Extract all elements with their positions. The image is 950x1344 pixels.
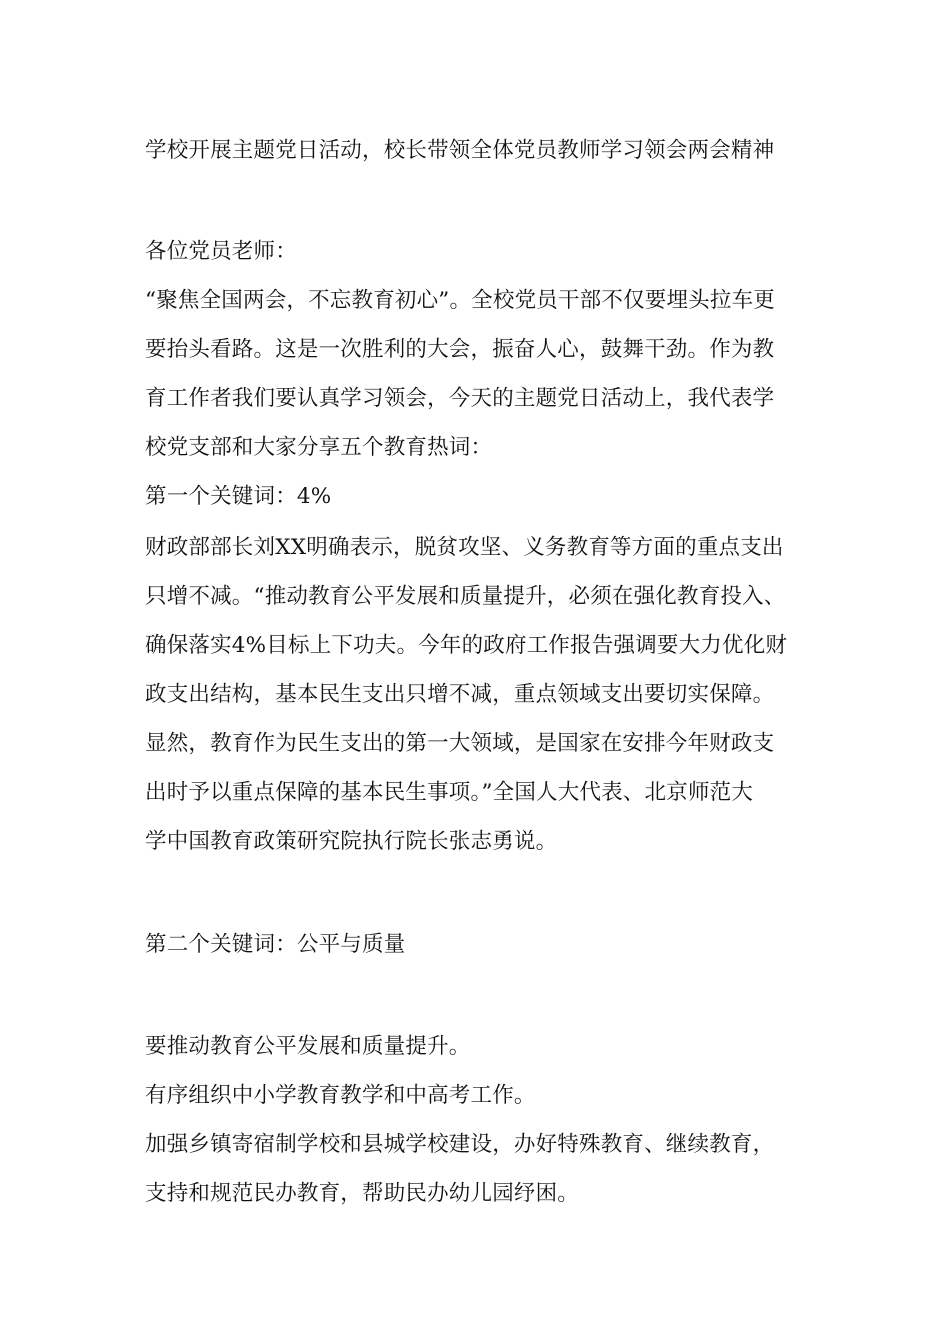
keyword1-line: 显然，教育作为民生支出的第一大领域，是国家在安排今年财政支 (145, 731, 775, 756)
keyword1-heading: 第一个关键词：4% (145, 484, 332, 509)
keyword2-line: 加强乡镇寄宿制学校和县城学校建设，办好特殊教育、继续教育， (145, 1132, 775, 1157)
keyword2-heading: 第二个关键词：公平与质量 (145, 932, 406, 957)
keyword1-line: 学中国教育政策研究院执行院长张志勇说。 (145, 829, 558, 854)
keyword1-line: 出时予以重点保障的基本民生事项。”全国人大代表、北京师范大 (145, 780, 754, 805)
keyword2-line: 有序组织中小学教育教学和中高考工作。 (145, 1083, 536, 1108)
salutation: 各位党员老师： (145, 239, 297, 264)
keyword1-line: 政支出结构，基本民生支出只增不减，重点领域支出要切实保障。 (145, 682, 775, 707)
intro-line: “聚焦全国两会，不忘教育初心”。全校党员干部不仅要埋头拉车更 (145, 288, 775, 313)
document-title: 学校开展主题党日活动，校长带领全体党员教师学习领会两会精神 (145, 138, 775, 163)
intro-line: 育工作者我们要认真学习领会，今天的主题党日活动上，我代表学 (145, 386, 775, 411)
keyword2-line: 支持和规范民办教育，帮助民办幼儿园纾困。 (145, 1181, 580, 1206)
keyword1-line: 确保落实4%目标上下功夫。今年的政府工作报告强调要大力优化财 (145, 633, 788, 658)
keyword1-line: 财政部部长刘XX明确表示，脱贫攻坚、义务教育等方面的重点支出 (145, 535, 784, 560)
intro-line: 要抬头看路。这是一次胜利的大会，振奋人心，鼓舞干劲。作为教 (145, 337, 775, 362)
keyword1-line: 只增不减。“推动教育公平发展和质量提升，必须在强化教育投入、 (145, 584, 786, 609)
keyword2-line: 要推动教育公平发展和质量提升。 (145, 1034, 471, 1059)
intro-line: 校党支部和大家分享五个教育热词： (145, 435, 493, 460)
